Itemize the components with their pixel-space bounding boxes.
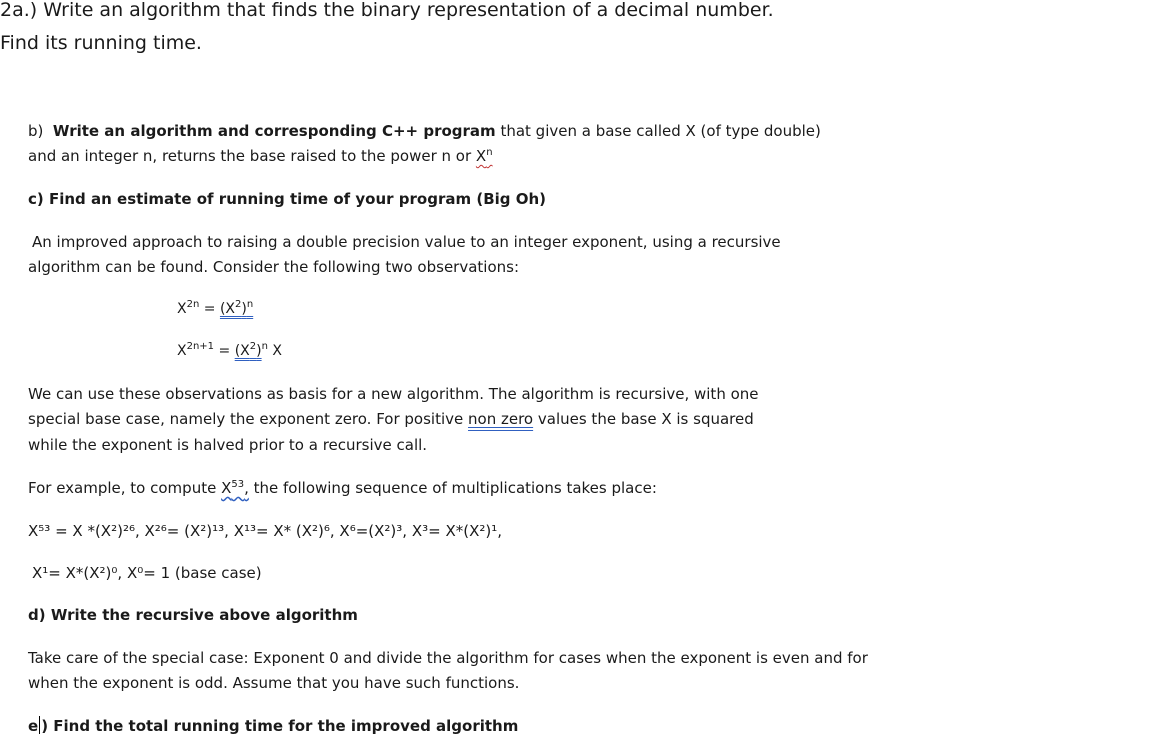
question-b-line-2-text: and an integer n, returns the base raised to the power n or [28,147,476,165]
observation-equation-2: $X^{2n+1} = (X^2)^n$ X [177,341,282,359]
question-2a-line-2: Find its running time. [0,32,202,54]
multiplication-sequence-line-2: X¹= X*(X²)⁰, X⁰= 1 (base case) [32,564,262,582]
intro-line-2: algorithm can be found. Consider the following two observations: [28,258,520,276]
question-b-line-1 [28,121,821,141]
observation-equation-1: $X^{2n} = (X^2)^n$ [177,299,254,317]
example-intro: For example, to compute $X^{53}$, the following sequence of multiplications takes place: [28,479,657,497]
x53-expression: $X^{53}$, [221,479,249,497]
question-b-prefix: b) [28,122,44,140]
question-b-bold: Write an algorithm and corresponding C++ program [52,122,496,140]
question-b-line-2 [28,146,493,166]
intro-line-1: An improved approach to raising a double precision value to an integer exponent, using a recursive [32,233,781,251]
question-e: e ) Find the total running time for the improved algorithm [28,717,519,735]
observation-paragraph-line-2: special base case, namely the exponent zero. For positive non zero values the base X is squared [28,410,754,428]
observation-paragraph-line-3: while the exponent is halved prior to a recursive call. [28,436,428,454]
non-zero-underlined: non zero [468,410,534,428]
question-2a-line-1: 2a.) Write an algorithm that finds the binary representation of a decimal number. [0,0,774,21]
question-b-rest: that given a base called X (of type double) [495,122,821,140]
multiplication-sequence-line-1: X⁵³ = X *(X²)²⁶, X²⁶= (X²)¹³, X¹³= X* (X²)⁶, X⁶=(X²)³, X³= X*(X²)¹, [28,522,503,540]
question-c: c) Find an estimate of running time of your program (Big Oh) [28,190,547,208]
question-d: d) Write the recursive above algorithm [28,606,358,624]
special-case-line-1: Take care of the special case: Exponent 0 and divide the algorithm for cases when the exponent is even and for [28,649,868,667]
special-case-line-2: when the exponent is odd. Assume that you have such functions. [28,674,520,692]
power-x-expression: $X^n$ [475,147,493,165]
observation-paragraph-line-1: We can use these observations as basis for a new algorithm. The algorithm is recursive, with one [28,385,759,403]
